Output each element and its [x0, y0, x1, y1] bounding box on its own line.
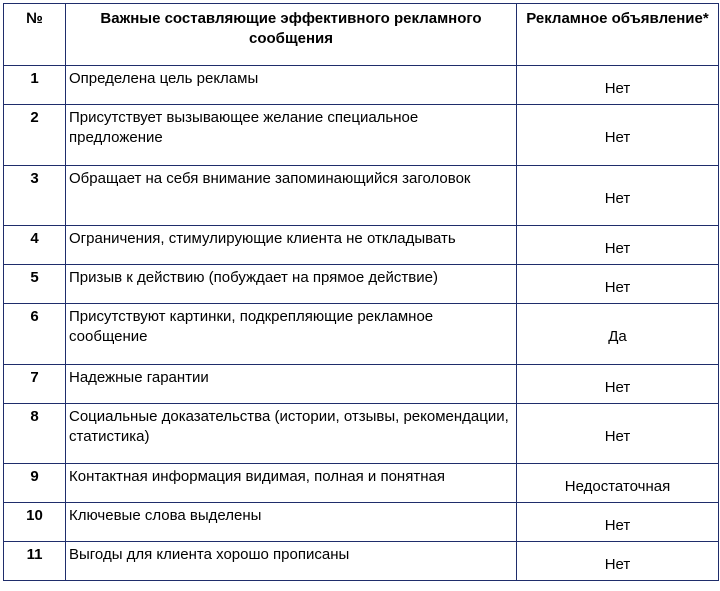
row-number: 9 — [4, 464, 66, 503]
row-text: Выгоды для клиента хорошо прописаны — [66, 542, 517, 581]
row-number: 3 — [4, 166, 66, 226]
row-value: Нет — [517, 166, 719, 226]
row-text: Призыв к действию (побуждает на прямое действие) — [66, 265, 517, 304]
row-value: Да — [517, 304, 719, 365]
table-row — [4, 404, 719, 464]
table-row — [4, 542, 719, 581]
row-value: Нет — [517, 404, 719, 464]
ad-evaluation-table — [3, 3, 719, 581]
table-row — [4, 166, 719, 226]
row-number: 10 — [4, 503, 66, 542]
row-text: Социальные доказательства (истории, отзывы, рекомендации, статистика) — [66, 404, 517, 464]
row-value: Нет — [517, 66, 719, 105]
header-ad: Рекламное объявление* — [517, 4, 719, 66]
row-text: Ограничения, стимулирующие клиента не откладывать — [66, 226, 517, 265]
header-number: № — [4, 4, 66, 66]
row-number: 4 — [4, 226, 66, 265]
table-row — [4, 265, 719, 304]
table-row — [4, 226, 719, 265]
table-row — [4, 304, 719, 365]
row-number: 5 — [4, 265, 66, 304]
row-number: 2 — [4, 105, 66, 166]
row-text: Присутствуют картинки, подкрепляющие рекламное сообщение — [66, 304, 517, 365]
row-number: 11 — [4, 542, 66, 581]
row-text: Ключевые слова выделены — [66, 503, 517, 542]
row-text: Надежные гарантии — [66, 365, 517, 404]
row-value: Недостаточная — [517, 464, 719, 503]
row-text: Определена цель рекламы — [66, 66, 517, 105]
table-row — [4, 503, 719, 542]
header-component: Важные составляющие эффективного рекламного сообщения — [66, 4, 517, 66]
row-number: 7 — [4, 365, 66, 404]
row-number: 8 — [4, 404, 66, 464]
row-value: Нет — [517, 226, 719, 265]
table-row — [4, 464, 719, 503]
row-number: 6 — [4, 304, 66, 365]
table-header-row — [4, 4, 719, 66]
row-value: Нет — [517, 503, 719, 542]
row-value: Нет — [517, 105, 719, 166]
row-value: Нет — [517, 542, 719, 581]
row-value: Нет — [517, 265, 719, 304]
row-value: Нет — [517, 365, 719, 404]
row-text: Обращает на себя внимание запоминающийся заголовок — [66, 166, 517, 226]
row-number: 1 — [4, 66, 66, 105]
row-text: Контактная информация видимая, полная и понятная — [66, 464, 517, 503]
table-row — [4, 365, 719, 404]
table-row — [4, 105, 719, 166]
row-text: Присутствует вызывающее желание специальное предложение — [66, 105, 517, 166]
table-row — [4, 66, 719, 105]
